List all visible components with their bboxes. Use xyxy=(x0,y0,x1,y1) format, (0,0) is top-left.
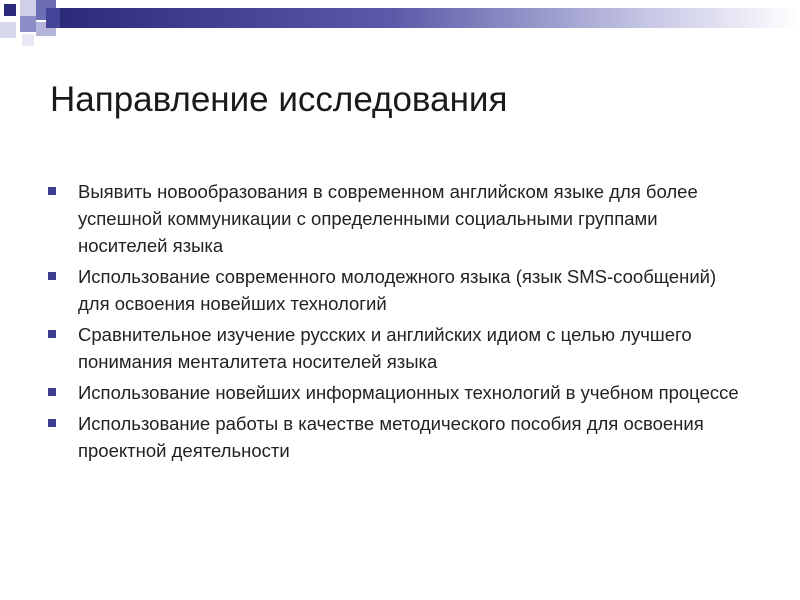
bullet-text: Использование современного молодежного языка (язык SMS-сообщений) для освоения новейших технологий xyxy=(78,266,717,314)
list-item xyxy=(46,321,746,375)
bullet-text: Использование новейших информационных технологий в учебном процессе xyxy=(78,382,739,403)
list-item xyxy=(46,263,746,317)
square-bullet-icon xyxy=(48,187,56,195)
bullet-text: Сравнительное изучение русских и английских идиом с целью лучшего понимания менталитета носителей языка xyxy=(78,324,692,372)
square-bullet-icon xyxy=(48,419,56,427)
header-decoration xyxy=(0,0,800,48)
square-bullet-icon xyxy=(48,330,56,338)
bullet-text: Выявить новообразования в современном английском языке для более успешной коммуникации с определенными социальными группами носителей языка xyxy=(78,181,698,256)
header-gradient-band xyxy=(0,0,800,48)
square-decoration xyxy=(4,4,16,16)
square-bullet-icon xyxy=(48,388,56,396)
list-item xyxy=(46,178,746,259)
list-item xyxy=(46,410,746,464)
bullet-list xyxy=(46,178,746,468)
list-item xyxy=(46,379,746,406)
slide-title: Направление исследования xyxy=(50,80,508,119)
square-bullet-icon xyxy=(48,272,56,280)
bullet-text: Использование работы в качестве методического пособия для освоения проектной деятельности xyxy=(78,413,704,461)
